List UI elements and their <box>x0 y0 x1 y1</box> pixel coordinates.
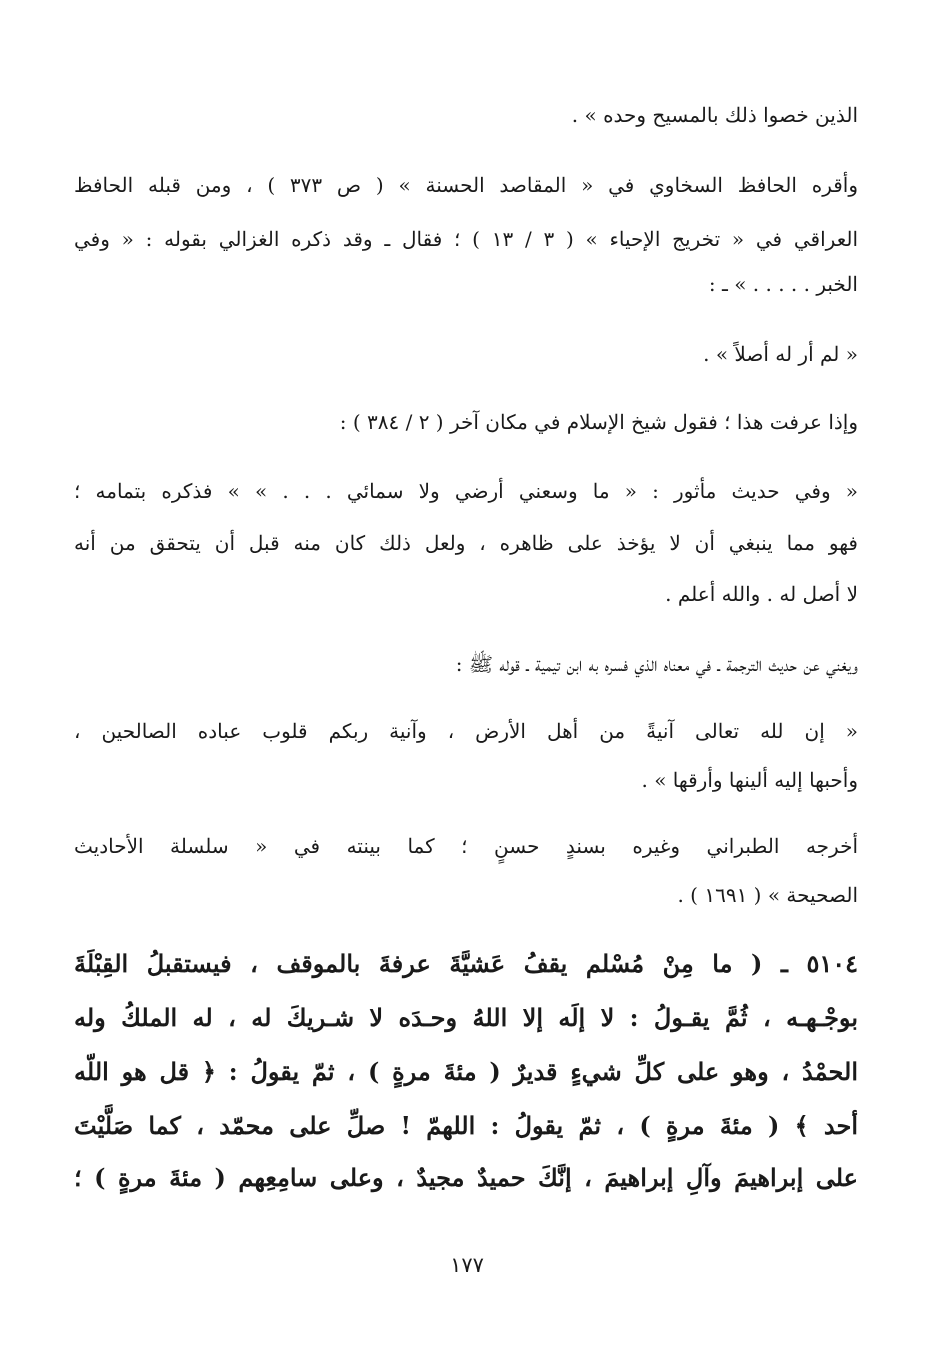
text-line-7: « وفي حديث مأثور : « ما وسعني أرضي ولا سمائي . . . » » فذكره بتمامه ؛ <box>74 479 858 503</box>
hadith-line-2: بوجْـهـه ، ثُمَّ يقـولُ : لا إلَه إلا اللهُ وحـدَه لا شـريكَ له ، له الملكُ وله <box>74 1003 858 1032</box>
text-line-10: ويغني عن حديث الترجمة ـ في معناه الذي فسره به ابن تيمية ـ قوله ﷺ : <box>455 652 858 676</box>
text-line-9: لا أصل له . والله أعلم . <box>665 582 858 606</box>
text-line-14: الصحيحة » ( ١٦٩١ ) . <box>677 883 858 907</box>
hadith-line-3: الحمْدُ ، وهو على كلِّ شيءٍ قديرٌ ( مئةَ مرةٍ ) ، ثمّ يقولُ : ﴿ قل هو اللّه <box>74 1057 858 1086</box>
text-line-13: أخرجه الطبراني وغيره بسندٍ حسنٍ ؛ كما بينته في « سلسلة الأحاديث <box>74 834 858 858</box>
text-line-1: الذين خصوا ذلك بالمسيح وحده » . <box>571 103 858 127</box>
hadith-line-4: أحد ﴾ ( مئةَ مرةٍ ) ، ثمّ يقولُ : اللهمّ ! صلِّ على محمّد ، كما صَلَّيْتَ <box>74 1111 858 1140</box>
page-number: ١٧٧ <box>450 1253 484 1277</box>
text-line-6: وإذا عرفت هذا ؛ فقول شيخ الإسلام في مكان آخر ( ٢ / ٣٨٤ ) : <box>339 410 858 434</box>
text-line-11: « إن لله تعالى آنيةً من أهل الأرض ، وآنية ربكم قلوب عباده الصالحين ، <box>74 719 858 743</box>
hadith-line-1: ٥١٠٤ ـ ( ما مِنْ مُسْلم يقفُ عَشيَّةَ عرفةَ بالموقف ، فيستقبلُ القِبْلَةَ <box>74 949 858 978</box>
hadith-line-5: على إبراهيمَ وآلِ إبراهيمَ ، إنَّكَ حميدٌ مجيدٌ ، وعلى سامِعِهم ( مئةَ مرةٍ ) ؛ <box>74 1163 858 1192</box>
text-line-5: « لم أر له أصلاً » . <box>703 342 858 366</box>
text-line-4: الخبر . . . . . » ـ : <box>708 272 858 296</box>
text-line-2: وأقره الحافظ السخاوي في « المقاصد الحسنة » ( ص ٣٧٣ ) ، ومن قبله الحافظ <box>74 173 859 197</box>
text-line-12: وأحبها إليه ألينها وأرقها » . <box>641 768 858 792</box>
text-line-3: العراقي في « تخريج الإحياء » ( ٣ / ١٣ ) ؛ فقال ـ وقد ذكره الغزالي بقوله : « وفي <box>74 227 859 251</box>
text-line-8: فهو مما ينبغي أن لا يؤخذ على ظاهره ، ولعل ذلك كان منه قبل أن يتحقق من أنه <box>74 531 858 555</box>
